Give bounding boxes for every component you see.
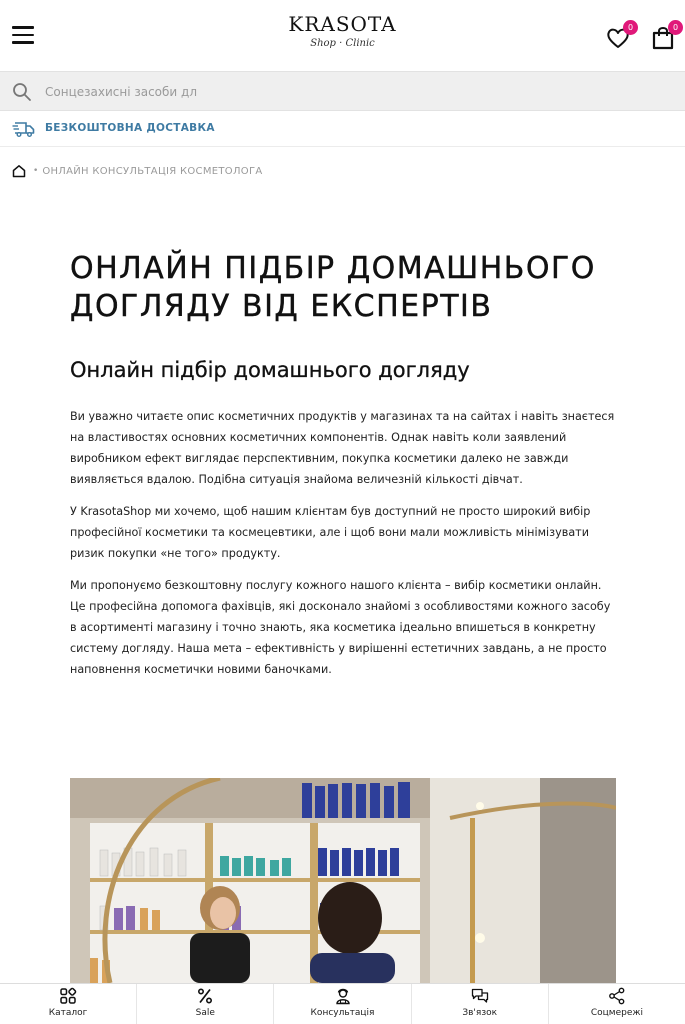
breadcrumb-separator: • [33, 166, 39, 176]
delivery-label: БЕЗКОШТОВНА ДОСТАВКА [45, 122, 215, 134]
paragraph: Ви уважно читаєте опис косметичних продуктів у магазинах та на сайтах і навіть знаєтеся на властивостях основних косметичних компонентів. Однак навіть коли заявлений виробником ефект виглядає перспективним, покупка косметики далеко не завжди виявляється вдалою. Подібна ситуація знайома величезній кількості дівчат. [70, 410, 615, 486]
home-icon[interactable] [12, 164, 26, 178]
nav-label: Sale [195, 1008, 215, 1018]
main-content [70, 250, 618, 680]
delivery-truck-icon [12, 120, 36, 138]
search-bar [0, 71, 685, 111]
cart-count-badge: 0 [668, 20, 683, 35]
search-icon[interactable] [12, 82, 32, 102]
grid-icon [59, 987, 77, 1005]
nav-label: Консультація [310, 1008, 375, 1018]
share-icon [608, 987, 626, 1005]
paragraph: Ми пропонуємо безкоштовну послугу кожного нашого клієнта – вибір косметики онлайн. Це професійна допомога фахівців, які досконало знайомі з особливостями кожного засобу в асортименті магазину і точно знають, яка косметика ідеально впишеться в конкретну систему догляду. Наша мета – ефективність у вирішенні естетичних завдань, а не просто наповнення косметички новими баночками. [70, 579, 611, 676]
page-title: ОНЛАЙН ПІДБІР ДОМАШНЬОГО ДОГЛЯДУ ВІД ЕКСПЕРТІВ [70, 251, 596, 324]
nav-label: Зв'язок [462, 1008, 498, 1018]
nav-contact[interactable] [412, 984, 549, 1024]
nav-sale[interactable] [137, 984, 274, 1024]
nav-label: Соцмережі [590, 1008, 643, 1018]
logo[interactable] [0, 12, 685, 49]
nav-consultation[interactable] [274, 984, 411, 1024]
free-delivery-banner[interactable] [0, 111, 685, 147]
bottom-navigation [0, 983, 685, 1024]
store-photo-illustration [70, 778, 616, 983]
section-subtitle: Онлайн підбір домашнього догляду [70, 358, 470, 382]
search-input[interactable] [45, 78, 645, 106]
paragraph: У KrasotaShop ми хочемо, щоб нашим клієнтам був доступний не просто широкий вибір професійної косметики та космецевтики, але і щоб вони мали можливість мінімізувати ризик покупки «не того» продукту. [70, 505, 591, 560]
consultant-icon [334, 987, 352, 1005]
nav-label: Каталог [48, 1008, 88, 1018]
nav-catalog[interactable] [0, 984, 137, 1024]
wishlist-button[interactable] [604, 24, 632, 52]
nav-social[interactable] [549, 984, 685, 1024]
breadcrumb [12, 162, 263, 180]
wishlist-count-badge: 0 [623, 20, 638, 35]
cart-button[interactable] [649, 24, 677, 52]
logo-subtext: Shop · Clinic [310, 38, 375, 49]
percent-icon [196, 987, 214, 1005]
breadcrumb-current: ОНЛАЙН КОНСУЛЬТАЦІЯ КОСМЕТОЛОГА [42, 165, 263, 177]
header [0, 0, 685, 71]
chat-icon [471, 987, 489, 1005]
logo-text: KRASOTA [288, 12, 397, 36]
store-consultation-photo [70, 778, 616, 983]
